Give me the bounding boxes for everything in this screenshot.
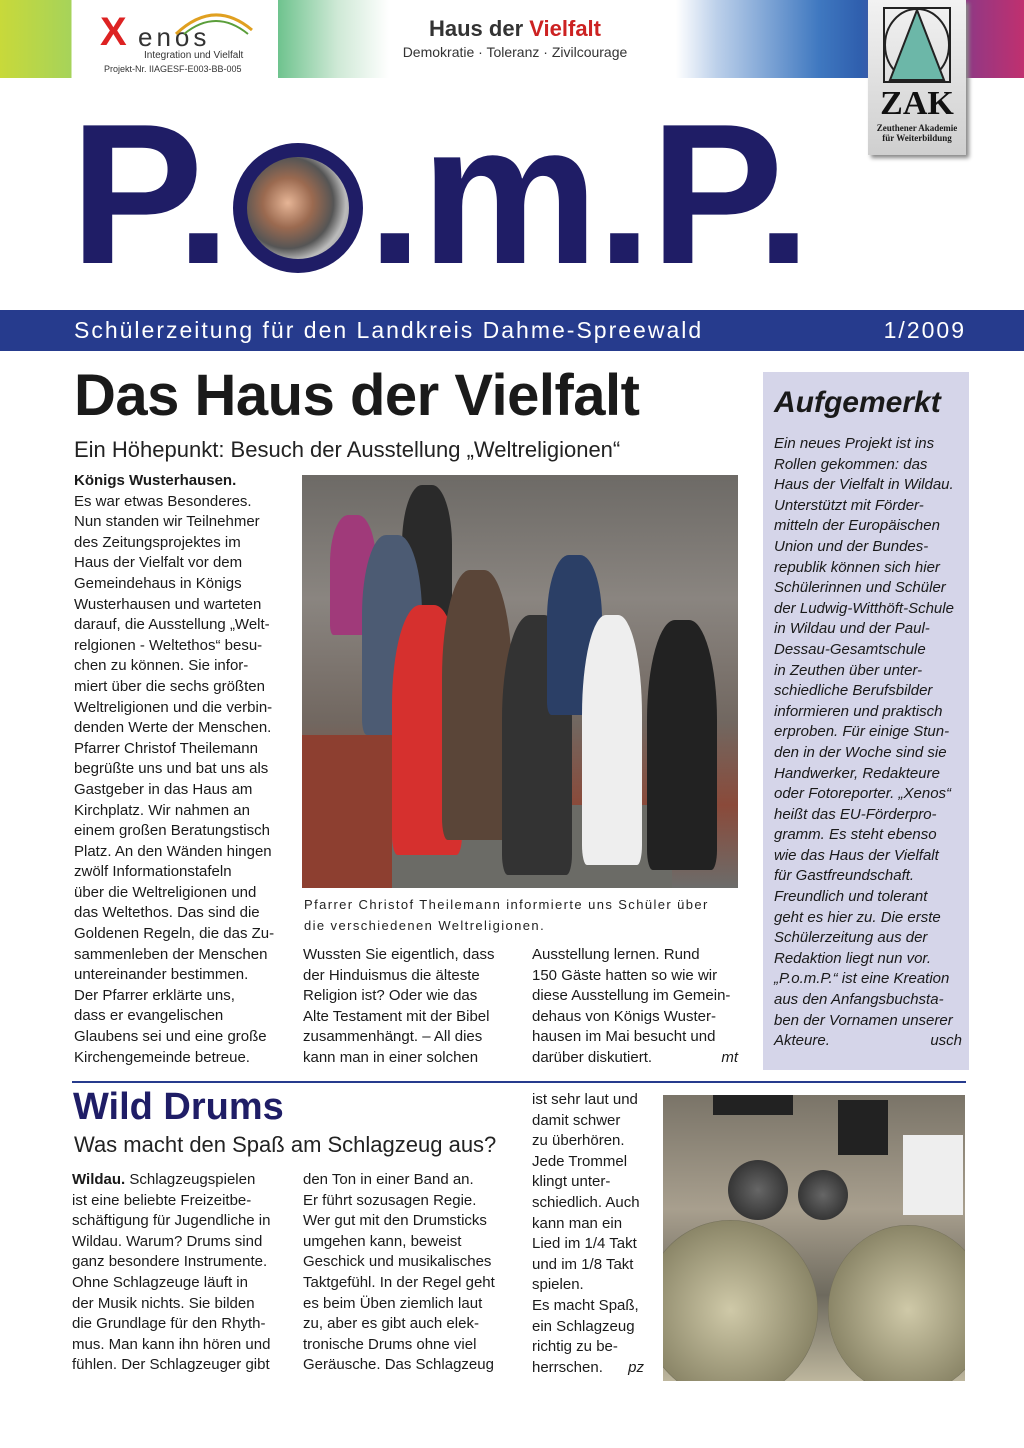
text-line: gramm. Es steht ebenso bbox=[774, 826, 937, 844]
text-fragment: Schlagzeugspielen bbox=[129, 1171, 256, 1188]
text-line: fühlen. Der Schlagzeuger gibt bbox=[72, 1356, 270, 1374]
text-line: Unterstützt mit Förder- bbox=[774, 496, 924, 514]
hdv-slogan: Demokratie · Toleranz · Zivilcourage bbox=[402, 44, 628, 60]
text-line: Gemeindehaus in Königs bbox=[74, 574, 242, 592]
text-line: heißt das EU-Förderpro- bbox=[774, 805, 937, 823]
text-line: einem großen Beratungstisch bbox=[74, 822, 270, 840]
hdv-title-accent: Vielfalt bbox=[529, 16, 601, 41]
text-line: Schülerzeitung aus der bbox=[774, 929, 928, 947]
text-line: der Ludwig-Witthöft-Schule bbox=[774, 599, 954, 617]
text-line: mitteln der Europäischen bbox=[774, 517, 940, 535]
hdv-title: Haus der bbox=[428, 16, 530, 41]
text-line: Taktgefühl. In der Regel geht bbox=[303, 1273, 495, 1291]
text-line: untereinander bestimmen. bbox=[74, 966, 249, 984]
text-line: Pfarrer Christof Theilemann bbox=[74, 739, 258, 757]
text-line: zu überhören. bbox=[532, 1132, 625, 1150]
article1-subheadline: Ein Höhepunkt: Besuch der Ausstellung „Weltreligionen“ bbox=[74, 437, 621, 462]
project-number: Projekt-Nr. IIAGESF-E003-BB-005 bbox=[104, 64, 242, 74]
text-line: ganz besondere Instrumente. bbox=[72, 1253, 268, 1271]
author-signature: mt bbox=[721, 1048, 738, 1066]
zak-logo bbox=[868, 0, 966, 155]
text-line: den in der Woche sind sie bbox=[774, 743, 947, 761]
text-line: oder Fotoreporter. „Xenos“ bbox=[774, 785, 952, 803]
text-line: Ohne Schlagzeuge läuft in bbox=[72, 1273, 248, 1291]
text-line: Gastgeber in das Haus am bbox=[74, 780, 253, 798]
text-line: Wildau. Warum? Drums sind bbox=[72, 1232, 263, 1250]
text-line: zusammenhängt. – All dies bbox=[303, 1028, 483, 1046]
text-line: informieren und praktisch bbox=[774, 702, 943, 720]
xenos-wordmark: enos bbox=[138, 22, 211, 52]
text-line: Goldenen Regeln, die das Zu- bbox=[74, 925, 275, 943]
text-line: Religion ist? Oder wie das bbox=[303, 987, 478, 1005]
text-line: Glaubens sei und eine große bbox=[74, 1028, 267, 1046]
xenos-tagline: Integration und Vielfalt bbox=[144, 50, 244, 61]
article1-headline: Das Haus der Vielfalt bbox=[74, 363, 640, 428]
text-line: 150 Gäste hatten so wie wir bbox=[532, 966, 718, 984]
text-line: Union und der Bundes- bbox=[774, 537, 929, 555]
text-line: darauf, die Ausstellung „Welt- bbox=[74, 616, 270, 634]
text-line: tronische Drums ohne viel bbox=[303, 1335, 477, 1353]
text-line: Der Pfarrer erklärte uns, bbox=[74, 986, 235, 1004]
text-line: Es war etwas Besonderes. bbox=[74, 492, 252, 510]
text-line: ein Schlagzeug bbox=[532, 1317, 635, 1335]
text-line: dehaus von Königs Wuster- bbox=[532, 1007, 716, 1025]
text-line: Weltreligionen und die verbin- bbox=[74, 698, 273, 716]
text-line: aus den Anfangsbuchsta- bbox=[774, 991, 944, 1009]
xenos-x-mark: X bbox=[100, 10, 127, 54]
text-line: Akteure. bbox=[774, 1032, 830, 1050]
article2-headline: Wild Drums bbox=[73, 1086, 284, 1128]
masthead-p: P. bbox=[70, 83, 230, 306]
text-line: Alte Testament mit der Bibel bbox=[303, 1007, 490, 1025]
article2-column2 bbox=[303, 1170, 495, 1376]
text-line: hausen im Mai besucht und bbox=[532, 1028, 716, 1046]
text-line: Dessau-Gesamtschule bbox=[774, 640, 926, 658]
zak-wordmark: ZAK bbox=[880, 85, 954, 122]
text-line: für Gastfreundschaft. bbox=[774, 867, 915, 885]
text-line: Er führt sozusagen Regie. bbox=[303, 1191, 477, 1209]
text-line: relgionen - Weltethos“ besu- bbox=[74, 636, 263, 654]
masthead-pomp bbox=[70, 83, 810, 306]
text-line: Lied im 1/4 Takt bbox=[532, 1235, 637, 1253]
text-line: zwölf Informationstafeln bbox=[74, 863, 232, 881]
article1-column2 bbox=[303, 945, 495, 1069]
rainbow-arc-icon bbox=[174, 6, 254, 36]
article1-column1 bbox=[74, 471, 274, 1068]
text-line: geht es hier zu. Die erste bbox=[774, 908, 941, 926]
text-line: Kirchplatz. Wir nahmen an bbox=[74, 801, 250, 819]
text-line: die Grundlage für den Rhyth- bbox=[72, 1315, 266, 1333]
text-line: Schülerinnen und Schüler bbox=[774, 579, 946, 597]
text-line: Redaktion liegt nun vor. bbox=[774, 949, 932, 967]
article2-dateline: Wildau. bbox=[72, 1171, 126, 1188]
newspaper-subtitle: Schülerzeitung für den Landkreis Dahme-Spreewald bbox=[74, 317, 704, 343]
text-line: damit schwer bbox=[532, 1111, 621, 1129]
text-line bbox=[72, 1170, 270, 1191]
text-line: chen zu können. Sie infor- bbox=[74, 657, 249, 675]
photo-caption bbox=[304, 894, 709, 936]
sidebar-aufgemerkt bbox=[763, 372, 969, 1070]
zak-emblem-icon bbox=[882, 6, 952, 84]
text-line: den Ton in einer Band an. bbox=[303, 1171, 474, 1188]
zak-line1: Zeuthener Akademie bbox=[876, 123, 958, 133]
text-line: schäftigung für Jugendliche in bbox=[72, 1212, 271, 1230]
text-line: ist sehr laut und bbox=[532, 1091, 638, 1108]
text-line: der Hinduismus die älteste bbox=[303, 966, 480, 984]
subtitle-band bbox=[0, 310, 1024, 351]
text-line: und im 1/8 Takt bbox=[532, 1255, 634, 1273]
zak-line2: für Weiterbildung bbox=[882, 133, 952, 143]
text-line: es beim Üben ziemlich laut bbox=[303, 1294, 483, 1312]
text-line: zu, aber es gibt auch elek- bbox=[303, 1315, 479, 1333]
text-line: Freundlich und tolerant bbox=[774, 888, 928, 906]
text-line: Es macht Spaß, bbox=[532, 1296, 639, 1314]
text-line: republik können sich hier bbox=[774, 558, 940, 576]
article2-column1 bbox=[72, 1170, 270, 1376]
text-line: ist eine beliebte Freizeitbe- bbox=[72, 1191, 252, 1209]
text-line: Ein neues Projekt ist ins bbox=[774, 435, 935, 452]
masthead-o-photo bbox=[233, 143, 363, 273]
text-line: Ausstellung lernen. Rund bbox=[532, 946, 700, 963]
article2-column3 bbox=[532, 1090, 644, 1378]
text-line: kann man in einer solchen bbox=[303, 1048, 479, 1066]
text-line: das Weltethos. Das sind die bbox=[74, 904, 260, 922]
text-line: Jede Trommel bbox=[532, 1152, 628, 1170]
text-line: der Musik nichts. Sie bilden bbox=[72, 1294, 255, 1312]
text-line: klingt unter- bbox=[532, 1173, 611, 1191]
text-line: Geräusche. Das Schlagzeug bbox=[303, 1356, 494, 1374]
text-line: „P.o.m.P.“ ist eine Kreation bbox=[774, 970, 950, 988]
text-line: miert über die sechs größten bbox=[74, 677, 265, 695]
section-divider bbox=[72, 1081, 966, 1083]
author-signature: pz bbox=[628, 1358, 644, 1376]
text-line: kann man ein bbox=[532, 1214, 623, 1232]
text-line: Geschick und musikalisches bbox=[303, 1253, 492, 1271]
text-line: Nun standen wir Teilnehmer bbox=[74, 513, 260, 531]
text-line: begrüßte uns und bat uns als bbox=[74, 760, 269, 778]
text-line: Haus der Vielfalt vor dem bbox=[74, 554, 243, 572]
text-line: ben der Vornamen unserer bbox=[774, 1011, 953, 1029]
xenos-logo bbox=[74, 0, 278, 78]
text-line: Rollen gekommen: das bbox=[774, 455, 928, 473]
text-line: denden Werte der Menschen. bbox=[74, 719, 272, 737]
text-line: in Wildau und der Paul- bbox=[774, 620, 930, 638]
text-line: richtig zu be- bbox=[532, 1338, 618, 1356]
caption-line: Pfarrer Christof Theilemann informierte uns Schüler über bbox=[304, 897, 709, 912]
text-line: wie das Haus der Vielfalt bbox=[774, 846, 939, 864]
text-line: herrschen. bbox=[532, 1358, 603, 1376]
text-line: umgehen kann, beweist bbox=[303, 1232, 462, 1250]
text-line: darüber diskutiert. bbox=[532, 1048, 653, 1066]
drum-kit-photo bbox=[663, 1095, 965, 1381]
group-photo bbox=[302, 475, 738, 888]
article1-dateline: Königs Wusterhausen. bbox=[74, 472, 237, 489]
text-line: diese Ausstellung im Gemein- bbox=[532, 987, 731, 1005]
author-signature: usch bbox=[930, 1032, 962, 1050]
article2-subheadline: Was macht den Spaß am Schlagzeug aus? bbox=[74, 1132, 497, 1157]
text-line: Wussten Sie eigentlich, dass bbox=[303, 946, 495, 963]
text-line: spielen. bbox=[532, 1276, 584, 1294]
text-line: schiedlich. Auch bbox=[532, 1193, 640, 1211]
text-line: über die Weltreligionen und bbox=[74, 883, 257, 901]
text-line: Haus der Vielfalt in Wildau. bbox=[774, 476, 954, 494]
text-line: Platz. An den Wänden hingen bbox=[74, 842, 272, 860]
sidebar-title: Aufgemerkt bbox=[774, 386, 941, 419]
text-line: erproben. Für einige Stun- bbox=[774, 723, 950, 741]
text-line: mus. Man kann ihn hören und bbox=[72, 1335, 271, 1353]
text-line: Handwerker, Redakteure bbox=[774, 764, 940, 782]
article1-column3 bbox=[532, 945, 738, 1069]
text-line: dass er evangelischen bbox=[74, 1007, 224, 1025]
haus-der-vielfalt-logo bbox=[390, 16, 640, 60]
text-line: Kirchengemeinde betreue. bbox=[74, 1048, 250, 1066]
text-line: sammenleben der Menschen bbox=[74, 945, 268, 963]
masthead-rest: .m.P. bbox=[367, 83, 810, 306]
text-line: in Zeuthen über unter- bbox=[774, 661, 923, 679]
text-line: Wusterhausen und warteten bbox=[74, 595, 262, 613]
issue-number: 1/2009 bbox=[883, 317, 966, 343]
text-line: des Zeitungsprojektes im bbox=[74, 533, 241, 551]
text-line: Wer gut mit den Drumsticks bbox=[303, 1212, 487, 1230]
text-line: schiedliche Berufsbilder bbox=[774, 682, 933, 700]
caption-line: die verschiedenen Weltreligionen. bbox=[304, 918, 546, 933]
